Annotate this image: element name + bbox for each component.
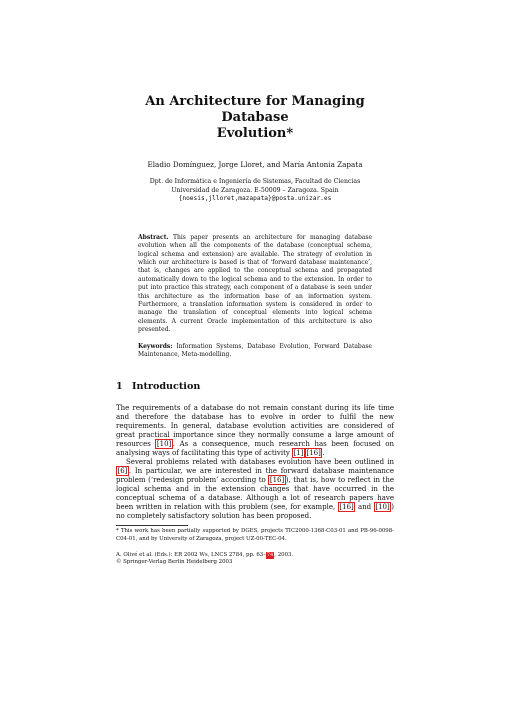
footnote: * This work has been partially supported by DGES, projects TIC2000-1368-C03-01 and PB-96-0098-C04-01, and by University of Zaragoza, project UZ-00-TEC-04.	[116, 528, 394, 543]
abstract-text: This paper presents an architecture for managing database evolution when all the components of the database (conceptual schema, logical schema and extension) are available. The strategy of evolution in which our architecture is based is that of ‘forward database maintenance’, that is, changes are applied to the conceptual schema and propagated automatically down to the logical schema and to the extension. In order to put into practice this strategy, each component of a database is seen under this architecture as the information base of an information system. Furthermore, a translation information system is considered in order to manage the translation of conceptual elements into logical schema elements. A current Oracle implementation of this architecture is also presented.	[138, 233, 372, 334]
abstract-label: Abstract.	[138, 233, 169, 241]
keywords-label: Keywords:	[138, 342, 173, 350]
footnote-rule	[116, 525, 188, 526]
body-text	[116, 404, 394, 521]
page-range-link[interactable]: 74	[266, 551, 274, 558]
paper-page	[116, 92, 394, 567]
citation-link[interactable]: [10]	[375, 503, 390, 512]
authors: Eladio Domínguez, Jorge Lloret, and María Antonia Zapata	[147, 160, 363, 169]
paper-title: An Architecture for Managing Database Evolution*	[145, 94, 365, 141]
email: {noesis,jlloret,mazapata}@posta.unizar.es	[178, 195, 332, 203]
citation-link[interactable]: [16]	[269, 476, 285, 485]
citation-link[interactable]: [6]	[117, 467, 128, 476]
copyright: © Springer-Verlag Berlin Heidelberg 2003	[116, 559, 233, 566]
citation-link[interactable]: [16]	[339, 503, 354, 512]
section-title: Introduction	[132, 381, 201, 393]
section-heading	[116, 381, 394, 392]
abstract	[138, 234, 372, 335]
affiliation: Dpt. de Informática e Ingeniería de Sistemas, Facultad de Ciencias Universidad de Zaragoza. E-50009 – Zaragoza. Spain {noesis,jlloret,mazapata}@posta.unizar.es	[116, 178, 394, 204]
citation-link[interactable]: [1]	[293, 449, 304, 458]
keywords-text: Information Systems, Database Evolution, Forward Database Maintenance, Meta-modelling.	[138, 342, 372, 359]
citation-link[interactable]: [10]	[156, 440, 172, 449]
paragraph: The requirements of a database do not remain constant during its life time and therefore the database has to evolve in order to fulfil the new requirements. In general, database evolution activities are considered of great practical importance since they normally consume a large amount of resources [10] . As a consequence, much research has been focused on analysing ways of facilitating this type of activity [1] [16] .	[116, 404, 394, 458]
publication-info: A. Olivé et al. (Eds.): ER 2002 Ws, LNCS 2784, pp. 63–74, 2003. © Springer-Verlag Berlin Heidelberg 2003	[116, 552, 394, 567]
paragraph: Several problems related with databases evolution have been outlined in [6] . In particular, we are interested in the forward database maintenance problem (‘redesign problem’ according to [16] ), that is, how to reflect in the logical schema and in the extension changes that have occurred in the conceptual schema of a database. Although a lot of research papers have been written in relation with this problem (see, for example, [16] and [10] ) no completely satisfactory solution has been proposed.	[116, 458, 394, 521]
keywords	[138, 343, 372, 360]
section-number: 1	[116, 381, 123, 393]
citation-link[interactable]: [16]	[306, 449, 321, 458]
